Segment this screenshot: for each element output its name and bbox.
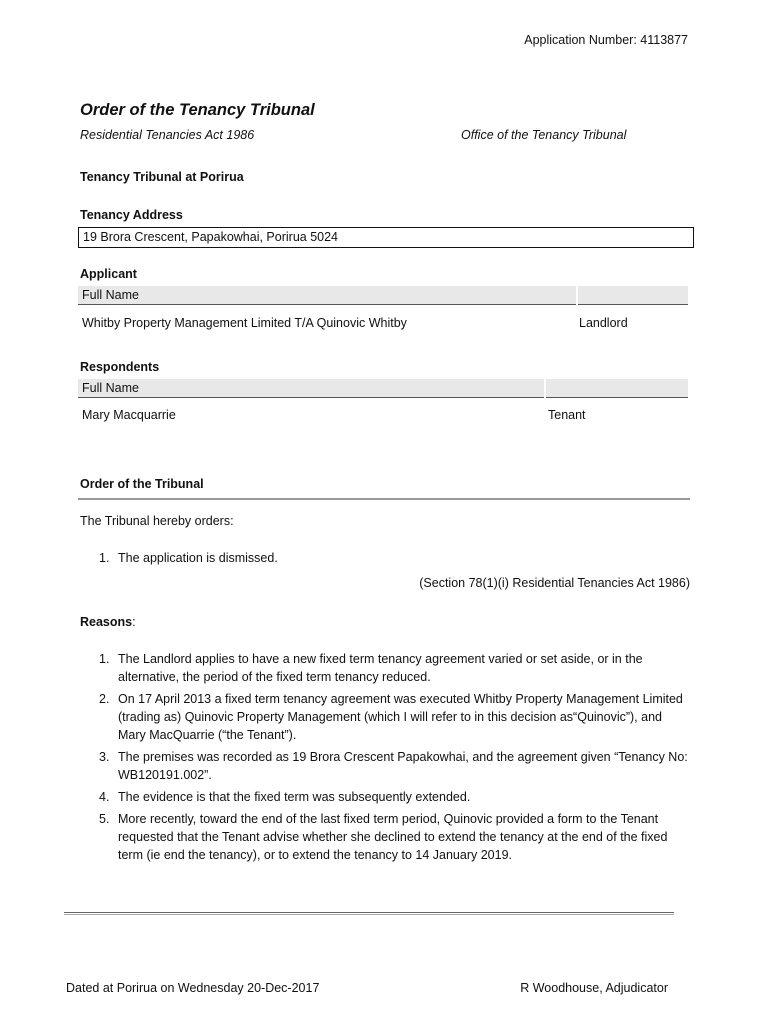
footer-divider	[64, 912, 674, 915]
reason-item	[80, 811, 692, 864]
applicant-header	[78, 286, 576, 305]
reason-item-num: 4.	[99, 790, 110, 805]
dated-line: Dated at Porirua on Wednesday 20-Dec-2017	[66, 981, 320, 995]
respondents-header-label: Full Name	[82, 381, 139, 395]
adjudicator: R Woodhouse, Adjudicator	[520, 981, 668, 995]
tribunal-location: Tenancy Tribunal at Porirua	[80, 170, 244, 184]
order-heading: Order of the Tribunal	[80, 477, 204, 491]
reasons-list	[80, 651, 692, 869]
reason-item	[80, 789, 692, 807]
reason-item-num: 5.	[99, 812, 110, 827]
order-item-num: 1.	[99, 551, 110, 565]
reason-item-text: On 17 April 2013 a fixed term tenancy agreement was executed Whitby Property Management Limited (trading as) Quinovic Property Management (which I will refer to in this decision as“Quinovic”), and Mary MacQuarrie (“the Tenant”).	[118, 692, 683, 742]
applicant-role: Landlord	[579, 316, 628, 330]
respondents-header	[78, 379, 544, 398]
order-item-text: The application is dismissed.	[118, 551, 278, 565]
reason-item-num: 1.	[99, 652, 110, 666]
order-list	[80, 550, 692, 572]
respondent-role: Tenant	[548, 408, 586, 422]
reason-item	[80, 691, 692, 744]
reason-item-num: 3.	[99, 749, 110, 764]
tenancy-address-label: Tenancy Address	[80, 208, 183, 222]
applicant-header-label: Full Name	[82, 288, 139, 302]
respondents-label: Respondents	[80, 360, 160, 374]
reasons-colon: :	[132, 615, 136, 629]
order-item	[80, 550, 692, 568]
tenancy-address-value: 19 Brora Crescent, Papakowhai, Porirua 5024	[78, 227, 694, 248]
act-subtitle: Residential Tenancies Act 1986	[80, 128, 255, 142]
applicant-name: Whitby Property Management Limited T/A Quinovic Whitby	[82, 316, 407, 330]
application-number: Application Number: 4113877	[524, 33, 688, 47]
reasons-heading: Reasons	[80, 615, 133, 629]
respondents-role-header	[546, 379, 688, 398]
reason-item	[80, 749, 692, 785]
reason-item	[80, 651, 692, 687]
applicant-role-header	[578, 286, 688, 305]
reasons-heading-wrap	[80, 615, 136, 629]
reason-item-num: 2.	[99, 692, 110, 707]
respondent-name: Mary Macquarrie	[82, 408, 176, 422]
office-subtitle: Office of the Tenancy Tribunal	[461, 128, 627, 142]
reason-item-text: The premises was recorded as 19 Brora Crescent Papakowhai, and the agreement given “Tenancy No: WB120191.002”.	[118, 749, 688, 782]
reason-item-text: More recently, toward the end of the last fixed term period, Quinovic provided a form to the Tenant requested that the Tenant advise whether she declined to extend the tenancy at the end of the fixed term (ie end the tenancy), or to extend the tenancy to 14 January 2019.	[118, 812, 668, 862]
page-title: Order of the Tenancy Tribunal	[80, 101, 315, 119]
reason-item-text: The evidence is that the fixed term was subsequently extended.	[118, 790, 471, 805]
reason-item-text: The Landlord applies to have a new fixed term tenancy agreement varied or set aside, or in the alternative, the period of the fixed term tenancy reduced.	[118, 652, 643, 684]
order-intro: The Tribunal hereby orders:	[80, 514, 234, 528]
applicant-label: Applicant	[80, 267, 137, 281]
order-citation: (Section 78(1)(i) Residential Tenancies Act 1986)	[419, 576, 690, 590]
order-divider	[78, 498, 690, 500]
